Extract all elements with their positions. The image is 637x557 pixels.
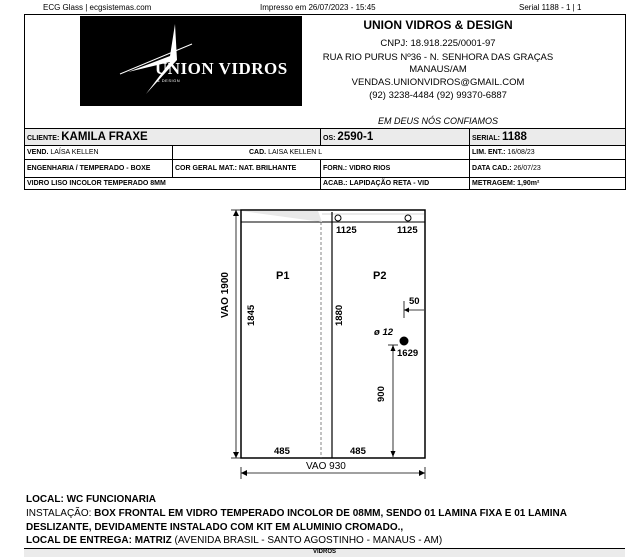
company-city: MANAUS/AM bbox=[409, 64, 467, 75]
company-email: VENDAS.UNIONVIDROS@GMAIL.COM bbox=[351, 77, 525, 88]
roller-right-icon bbox=[405, 215, 411, 221]
os-cell: OS: 2590-1 bbox=[321, 129, 470, 146]
serial-value: 1188 bbox=[501, 131, 527, 143]
company-cnpj: CNPJ: 18.918.225/0001-97 bbox=[380, 38, 496, 49]
serial-cell: SERIAL: 1188 bbox=[470, 129, 626, 146]
bottom-p2-label: 485 bbox=[350, 446, 366, 457]
data-cad-cell: DATA CAD.: 26/07/23 bbox=[470, 160, 626, 178]
vidro-cell: VIDRO LISO INCOLOR TEMPERADO 8MM bbox=[25, 178, 321, 190]
company-phones: (92) 3238-4484 (92) 99370-6887 bbox=[369, 90, 507, 101]
offset-50-label: 50 bbox=[409, 296, 420, 307]
cad-cell: CAD. LAISA KELLEN L bbox=[173, 146, 470, 160]
height-p2-label: 1880 bbox=[334, 304, 345, 326]
bottom-p1-label: 485 bbox=[274, 446, 290, 457]
local-line: LOCAL: WC FUNCIONARIA bbox=[26, 494, 156, 505]
engenharia-cell: ENGENHARIA / TEMPERADO - BOXE bbox=[25, 160, 173, 178]
order-info-table bbox=[24, 128, 626, 190]
forn-cell: FORN.: VIDRO RIOS bbox=[321, 160, 470, 178]
acab-cell: ACAB.: LAPIDAÇÃO RETA - VID bbox=[321, 178, 470, 190]
width-left-label: 1125 bbox=[336, 225, 357, 236]
cliente-value: KAMILA FRAXE bbox=[61, 131, 148, 143]
width-right-label: 1125 bbox=[397, 225, 418, 236]
cliente-cell: CLIENTE: KAMILA FRAXE bbox=[25, 129, 321, 146]
lim-ent-cell: LIM. ENT.: 16/08/23 bbox=[470, 146, 626, 160]
installation-line: INSTALAÇÃO: BOX FRONTAL EM VIDRO TEMPERADO INCOLOR DE 08MM, SENDO 01 LAMINA FIXA E 01 LAMINA bbox=[26, 508, 567, 519]
print-timestamp: Impresso em 26/07/2023 - 15:45 bbox=[260, 3, 376, 12]
height-p1-label: 1845 bbox=[246, 304, 257, 326]
roller-left-icon bbox=[335, 215, 341, 221]
company-motto: EM DEUS NÓS CONFIAMOS bbox=[377, 116, 498, 126]
os-value: 2590-1 bbox=[337, 131, 374, 143]
handle-hole-icon bbox=[400, 337, 408, 345]
panel-p1-label: P1 bbox=[276, 270, 290, 282]
cor-cell: COR GERAL MAT.: NAT. BRILHANTE bbox=[173, 160, 321, 178]
system-credit: ECG Glass | ecgsistemas.com bbox=[43, 3, 152, 12]
top-rail-fill bbox=[241, 211, 322, 222]
company-address: RUA RIO PURUS Nº36 - N. SENHORA DAS GRAÇAS bbox=[322, 52, 554, 63]
vao-height-label: VAO 1900 bbox=[220, 272, 231, 318]
section-vidros-header: VIDROS bbox=[24, 548, 625, 557]
glass-outline bbox=[241, 210, 425, 458]
delivery-line: LOCAL DE ENTREGA: MATRIZ (AVENIDA BRASIL - SANTO AGOSTINHO - MANAUS - AM) bbox=[26, 535, 443, 546]
installation-line-2: DESLIZANTE, DEVIDAMENTE INSTALADO COM KIT EM ALUMINIO CROMADO., bbox=[26, 522, 404, 533]
height-900-label: 900 bbox=[376, 386, 387, 402]
height-1629-label: 1629 bbox=[397, 348, 419, 359]
vend-cell: VEND. LAÍSA KELLEN bbox=[25, 146, 173, 160]
serial-page: Serial 1188 - 1 | 1 bbox=[519, 3, 582, 12]
company-name: UNION VIDROS & DESIGN bbox=[363, 18, 513, 32]
logo-sub: & DESIGN bbox=[157, 78, 181, 83]
vao-width-label: VAO 930 bbox=[306, 461, 346, 472]
logo-name: UNION VIDROS bbox=[155, 59, 288, 78]
company-logo bbox=[80, 16, 302, 106]
metragem-cell: METRAGEM: 1,90m² bbox=[470, 178, 626, 190]
panel-p2-label: P2 bbox=[373, 270, 387, 282]
diameter-label: ø 12 bbox=[374, 327, 394, 338]
